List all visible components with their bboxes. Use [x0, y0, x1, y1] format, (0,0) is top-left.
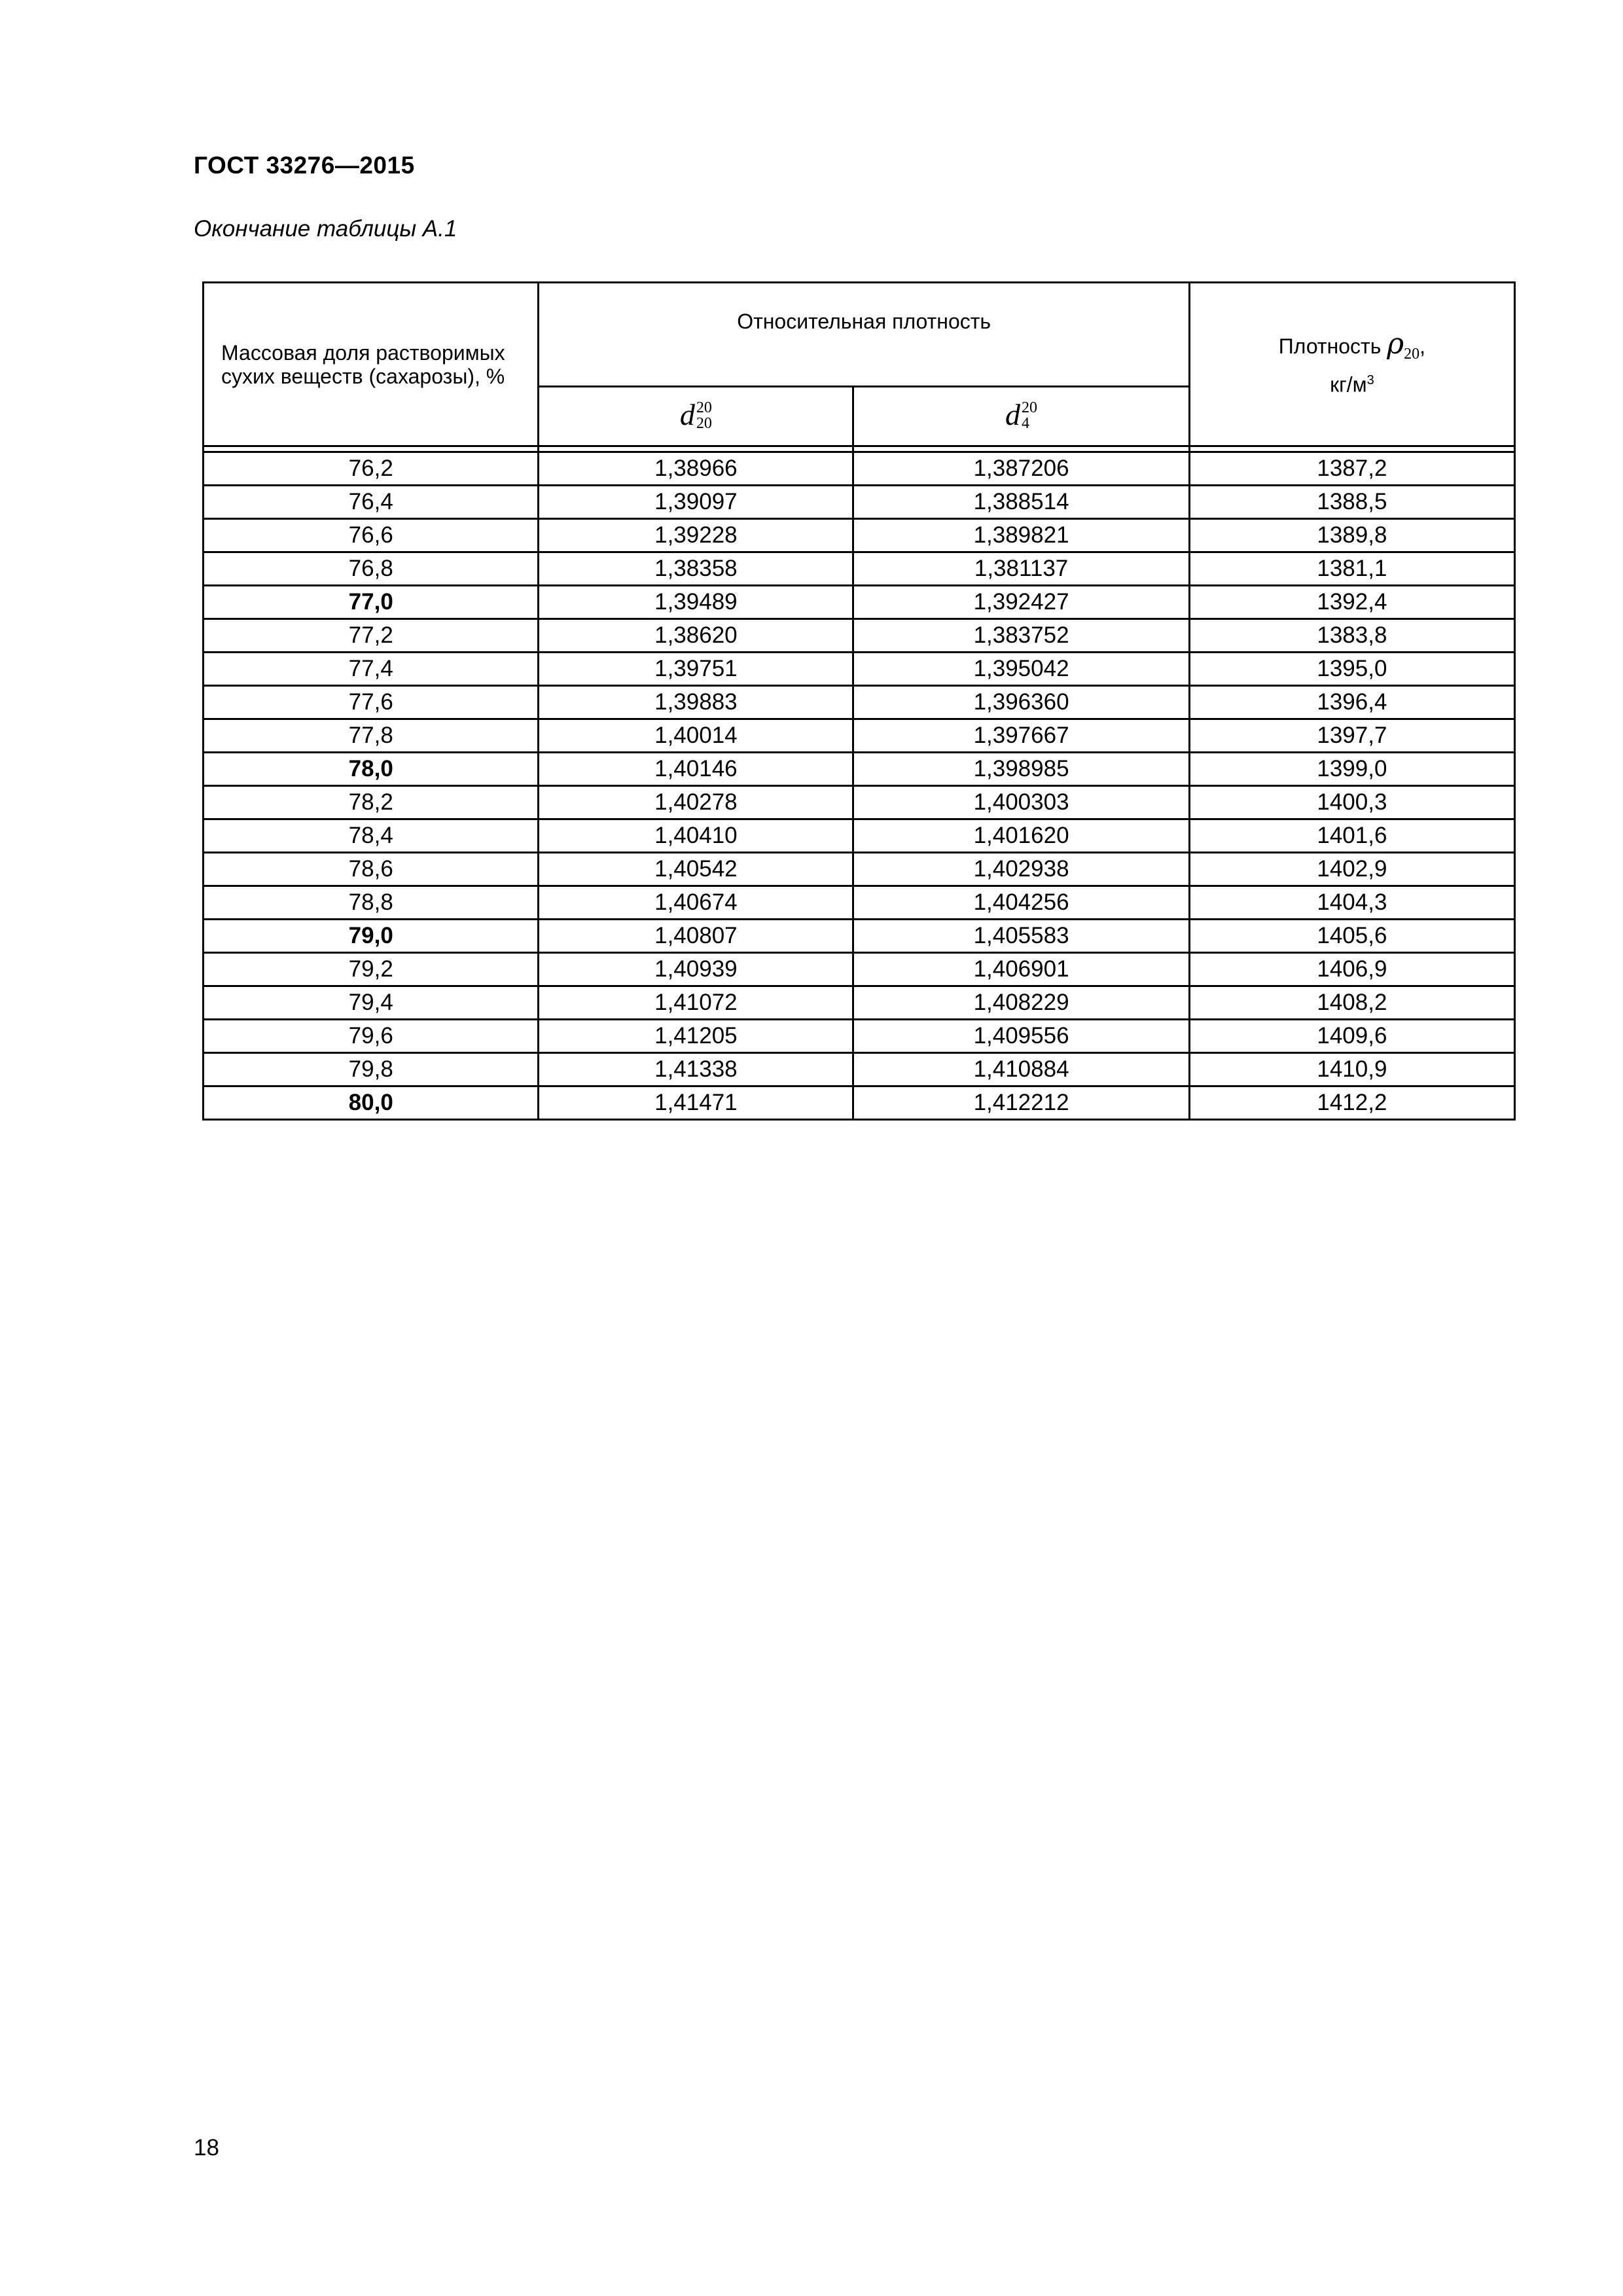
cell-d20-20: 1,40674	[539, 886, 853, 920]
cell-d20-4: 1,398985	[853, 753, 1190, 786]
header-separator	[204, 446, 1515, 452]
cell-mass-fraction: 77,6	[204, 686, 539, 719]
table-row	[204, 886, 1515, 920]
cell-mass-fraction: 79,8	[204, 1053, 539, 1086]
cell-density: 1404,3	[1189, 886, 1514, 920]
d4-sub: 4	[1022, 414, 1030, 432]
cell-density: 1397,7	[1189, 719, 1514, 753]
cell-d20-20: 1,41072	[539, 986, 853, 1020]
cell-d20-4: 1,409556	[853, 1020, 1190, 1053]
header-relative-density: Относительная плотность	[539, 283, 1189, 387]
table-row	[204, 1020, 1515, 1053]
cell-d20-20: 1,38620	[539, 619, 853, 653]
cell-mass-fraction: 77,2	[204, 619, 539, 653]
cell-mass-fraction: 79,4	[204, 986, 539, 1020]
document-code: ГОСТ 33276—2015	[194, 152, 415, 179]
cell-d20-20: 1,39489	[539, 586, 853, 619]
cell-mass-fraction: 76,8	[204, 552, 539, 586]
cell-density: 1395,0	[1189, 653, 1514, 686]
table-row	[204, 753, 1515, 786]
cell-density: 1389,8	[1189, 519, 1514, 552]
cell-d20-20: 1,40410	[539, 819, 853, 853]
d20-sup: 20	[696, 399, 712, 416]
rho-subscript: 20	[1404, 345, 1420, 363]
cell-mass-fraction: 76,4	[204, 486, 539, 519]
cell-d20-4: 1,406901	[853, 953, 1190, 986]
cell-d20-4: 1,388514	[853, 486, 1190, 519]
cell-d20-4: 1,410884	[853, 1053, 1190, 1086]
table-row	[204, 719, 1515, 753]
cell-mass-fraction: 77,4	[204, 653, 539, 686]
table-row	[204, 686, 1515, 719]
density-comma: ,	[1419, 334, 1426, 358]
cell-d20-4: 1,381137	[853, 552, 1190, 586]
cell-mass-fraction: 77,8	[204, 719, 539, 753]
cell-density: 1400,3	[1189, 786, 1514, 819]
cell-density: 1408,2	[1189, 986, 1514, 1020]
cell-d20-20: 1,40542	[539, 853, 853, 886]
cell-d20-20: 1,41471	[539, 1086, 853, 1120]
cell-d20-4: 1,396360	[853, 686, 1190, 719]
cell-mass-fraction: 79,0	[204, 920, 539, 953]
table-row	[204, 452, 1515, 486]
cell-mass-fraction: 79,6	[204, 1020, 539, 1053]
table-row	[204, 1086, 1515, 1120]
cell-d20-4: 1,395042	[853, 653, 1190, 686]
cell-density: 1405,6	[1189, 920, 1514, 953]
cell-mass-fraction: 78,4	[204, 819, 539, 853]
cell-density: 1387,2	[1189, 452, 1514, 486]
density-unit: кг/м	[1330, 372, 1367, 397]
table-row	[204, 853, 1515, 886]
cell-density: 1406,9	[1189, 953, 1514, 986]
table-row	[204, 1053, 1515, 1086]
cell-d20-20: 1,40939	[539, 953, 853, 986]
table-row	[204, 986, 1515, 1020]
cell-density: 1412,2	[1189, 1086, 1514, 1120]
table-row	[204, 920, 1515, 953]
cell-d20-4: 1,402938	[853, 853, 1190, 886]
cell-mass-fraction: 76,2	[204, 452, 539, 486]
table-row	[204, 486, 1515, 519]
cell-mass-fraction: 76,6	[204, 519, 539, 552]
cell-d20-4: 1,392427	[853, 586, 1190, 619]
d20-symbol: d	[679, 398, 695, 432]
header-mass-fraction: Массовая доля растворимых сухих веществ (сахарозы), %	[204, 283, 539, 446]
cell-mass-fraction: 77,0	[204, 586, 539, 619]
cell-density: 1401,6	[1189, 819, 1514, 853]
cell-d20-4: 1,401620	[853, 819, 1190, 853]
cell-d20-20: 1,40014	[539, 719, 853, 753]
cell-d20-4: 1,397667	[853, 719, 1190, 753]
cell-d20-20: 1,40146	[539, 753, 853, 786]
cell-mass-fraction: 79,2	[204, 953, 539, 986]
table-row	[204, 586, 1515, 619]
cell-density: 1410,9	[1189, 1053, 1514, 1086]
table-row	[204, 519, 1515, 552]
header-d20-4	[853, 387, 1190, 446]
cell-mass-fraction: 80,0	[204, 1086, 539, 1120]
cell-d20-4: 1,408229	[853, 986, 1190, 1020]
cell-density: 1409,6	[1189, 1020, 1514, 1053]
cell-d20-4: 1,400303	[853, 786, 1190, 819]
cell-density: 1396,4	[1189, 686, 1514, 719]
table-row	[204, 619, 1515, 653]
rho-symbol: ρ	[1387, 327, 1404, 361]
cell-density: 1392,4	[1189, 586, 1514, 619]
cell-d20-20: 1,40278	[539, 786, 853, 819]
cell-d20-4: 1,405583	[853, 920, 1190, 953]
cell-d20-4: 1,404256	[853, 886, 1190, 920]
cell-d20-20: 1,38966	[539, 452, 853, 486]
table-row	[204, 552, 1515, 586]
density-unit-sup: 3	[1366, 372, 1374, 387]
header-d20-20	[539, 387, 853, 446]
cell-d20-4: 1,387206	[853, 452, 1190, 486]
cell-density: 1383,8	[1189, 619, 1514, 653]
cell-d20-20: 1,39751	[539, 653, 853, 686]
table-row	[204, 953, 1515, 986]
cell-d20-4: 1,383752	[853, 619, 1190, 653]
cell-d20-20: 1,40807	[539, 920, 853, 953]
cell-d20-4: 1,412212	[853, 1086, 1190, 1120]
density-table	[202, 281, 1516, 1121]
cell-d20-20: 1,39097	[539, 486, 853, 519]
d4-sup: 20	[1022, 399, 1038, 416]
cell-density: 1388,5	[1189, 486, 1514, 519]
table-caption: Окончание таблицы А.1	[194, 216, 457, 242]
page-number: 18	[194, 2135, 219, 2161]
d20-sub: 20	[696, 414, 712, 432]
cell-mass-fraction: 78,2	[204, 786, 539, 819]
cell-mass-fraction: 78,8	[204, 886, 539, 920]
cell-density: 1399,0	[1189, 753, 1514, 786]
cell-d20-20: 1,38358	[539, 552, 853, 586]
cell-density: 1402,9	[1189, 853, 1514, 886]
cell-d20-20: 1,39883	[539, 686, 853, 719]
cell-mass-fraction: 78,0	[204, 753, 539, 786]
cell-d20-20: 1,41205	[539, 1020, 853, 1053]
table-row	[204, 653, 1515, 686]
table-row	[204, 786, 1515, 819]
header-density	[1189, 283, 1514, 446]
cell-d20-4: 1,389821	[853, 519, 1190, 552]
cell-d20-20: 1,41338	[539, 1053, 853, 1086]
cell-d20-20: 1,39228	[539, 519, 853, 552]
table-row	[204, 819, 1515, 853]
d4-symbol: d	[1005, 398, 1021, 432]
density-label: Плотность	[1278, 334, 1382, 358]
cell-density: 1381,1	[1189, 552, 1514, 586]
cell-mass-fraction: 78,6	[204, 853, 539, 886]
